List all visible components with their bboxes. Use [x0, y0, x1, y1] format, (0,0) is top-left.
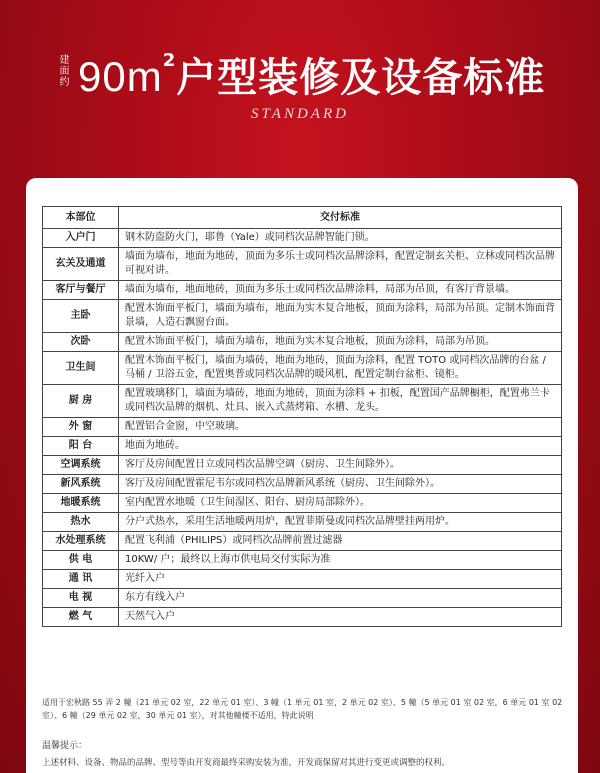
row-part: 空调系统 — [43, 456, 119, 475]
row-standard: 地面为地砖。 — [119, 437, 562, 456]
row-standard: 配置玻璃移门，墙面为墙砖，地面为地砖，顶面为涂料 + 扣板，配置国产品牌橱柜，配置弗兰卡或同档次品牌的烟机、灶具、嵌入式蒸烤箱、水槽、龙头。 — [119, 385, 562, 418]
page-subtitle: STANDARD — [251, 106, 349, 122]
spec-table — [42, 206, 562, 627]
row-standard: 配置木饰面平板门，墙面为墙砖，地面为地砖，顶面为涂料，配置 TOTO 或同档次品牌的台盆 / 马桶 / 卫浴五金，配置奥普或同档次品牌的暖风机，配置定制台盆柜、镜柜。 — [119, 352, 562, 385]
table-row — [43, 437, 562, 456]
table-header-row — [43, 207, 562, 229]
content-panel — [26, 178, 578, 773]
table-row — [43, 475, 562, 494]
row-part: 电 视 — [43, 589, 119, 608]
row-part: 次卧 — [43, 333, 119, 352]
row-standard: 配置木饰面平板门，墙面为墙布，地面为实木复合地板，顶面为涂料，局部为吊顶。 — [119, 333, 562, 352]
tips-text: 上述材料、设备、物品的品牌、型号等由开发商最终采购安装为准，开发商保留对其进行变更或调整的权利。 — [42, 758, 451, 768]
table-row — [43, 513, 562, 532]
page-title — [78, 46, 545, 103]
table-row — [43, 385, 562, 418]
table-row — [43, 300, 562, 333]
row-standard: 客厅及房间配置霍尼韦尔或同档次品牌新风系统（厨房、卫生间除外）。 — [119, 475, 562, 494]
row-standard: 墙面为墙布，地面地砖，顶面为多乐士或同档次品牌涂料，局部为吊顶，有客厅背景墙。 — [119, 281, 562, 300]
row-part: 客厅与餐厅 — [43, 281, 119, 300]
page-header — [0, 0, 600, 170]
table-row — [43, 333, 562, 352]
row-part: 地暖系统 — [43, 494, 119, 513]
applicability-note: 适用于宏秋路 55 弄 2 幢（21 单元 02 室，22 单元 01 室）、3 幢（1 单元 01 室，2 单元 02 室）、5 幢（5 单元 01 室 02 室，6 单元 01 室 02 室）、6 幢（29 单元 02 室，30 单元 01 室），对其他幢楼不适用，特此说明 — [42, 698, 563, 720]
table-row — [43, 589, 562, 608]
title-superscript: 2 — [162, 50, 177, 71]
row-standard: 10KW/ 户；最终以上海市供电局交付实际为准 — [119, 551, 562, 570]
table-row — [43, 456, 562, 475]
table-row — [43, 352, 562, 385]
table-row — [43, 229, 562, 248]
table-row — [43, 281, 562, 300]
row-standard: 客厅及房间配置日立或同档次品牌空调（厨房、卫生间除外）。 — [119, 456, 562, 475]
row-part: 入户门 — [43, 229, 119, 248]
header-part: 本部位 — [43, 207, 119, 229]
header-standard: 交付标准 — [119, 207, 562, 229]
table-row — [43, 570, 562, 589]
row-standard: 东方有线入户 — [119, 589, 562, 608]
title-area-number: 90m — [78, 53, 163, 100]
tips-title: 温馨提示： — [42, 741, 88, 751]
table-row — [43, 532, 562, 551]
row-part: 外 窗 — [43, 418, 119, 437]
row-part: 热水 — [43, 513, 119, 532]
row-standard: 光纤入户 — [119, 570, 562, 589]
row-part: 供 电 — [43, 551, 119, 570]
title-text: 户型装修及设备标准 — [176, 55, 546, 101]
row-standard: 分户式热水，采用生活地暖两用炉，配置菲斯曼或同档次品牌壁挂两用炉。 — [119, 513, 562, 532]
area-label: 建面约 — [57, 54, 68, 87]
row-part: 水处理系统 — [43, 532, 119, 551]
row-standard: 配置铝合金窗，中空玻璃。 — [119, 418, 562, 437]
row-part: 新风系统 — [43, 475, 119, 494]
row-part: 燃 气 — [43, 608, 119, 627]
table-row — [43, 418, 562, 437]
table-row — [43, 608, 562, 627]
row-part: 通 讯 — [43, 570, 119, 589]
row-part: 主卧 — [43, 300, 119, 333]
row-standard: 配置木饰面平板门，墙面为墙布，地面为实木复合地板，顶面为涂料，局部为吊顶。定制木饰面背景墙，人造石飘窗台面。 — [119, 300, 562, 333]
row-part: 玄关及通道 — [43, 248, 119, 281]
row-part: 厨 房 — [43, 385, 119, 418]
table-row — [43, 494, 562, 513]
row-standard: 天然气入户 — [119, 608, 562, 627]
row-standard: 墙面为墙布，地面为地砖，顶面为多乐士或同档次品牌涂料，配置定制玄关柜、立林或同档次品牌可视对讲。 — [119, 248, 562, 281]
row-part: 阳 台 — [43, 437, 119, 456]
row-standard: 配置飞利浦（PHILIPS）或同档次品牌前置过滤器 — [119, 532, 562, 551]
row-part: 卫生间 — [43, 352, 119, 385]
row-standard: 室内配置水地暖（卫生间湿区、阳台、厨房局部除外）。 — [119, 494, 562, 513]
table-row — [43, 248, 562, 281]
row-standard: 钢木防盗防火门，耶鲁（Yale）或同档次品牌智能门锁。 — [119, 229, 562, 248]
table-row — [43, 551, 562, 570]
